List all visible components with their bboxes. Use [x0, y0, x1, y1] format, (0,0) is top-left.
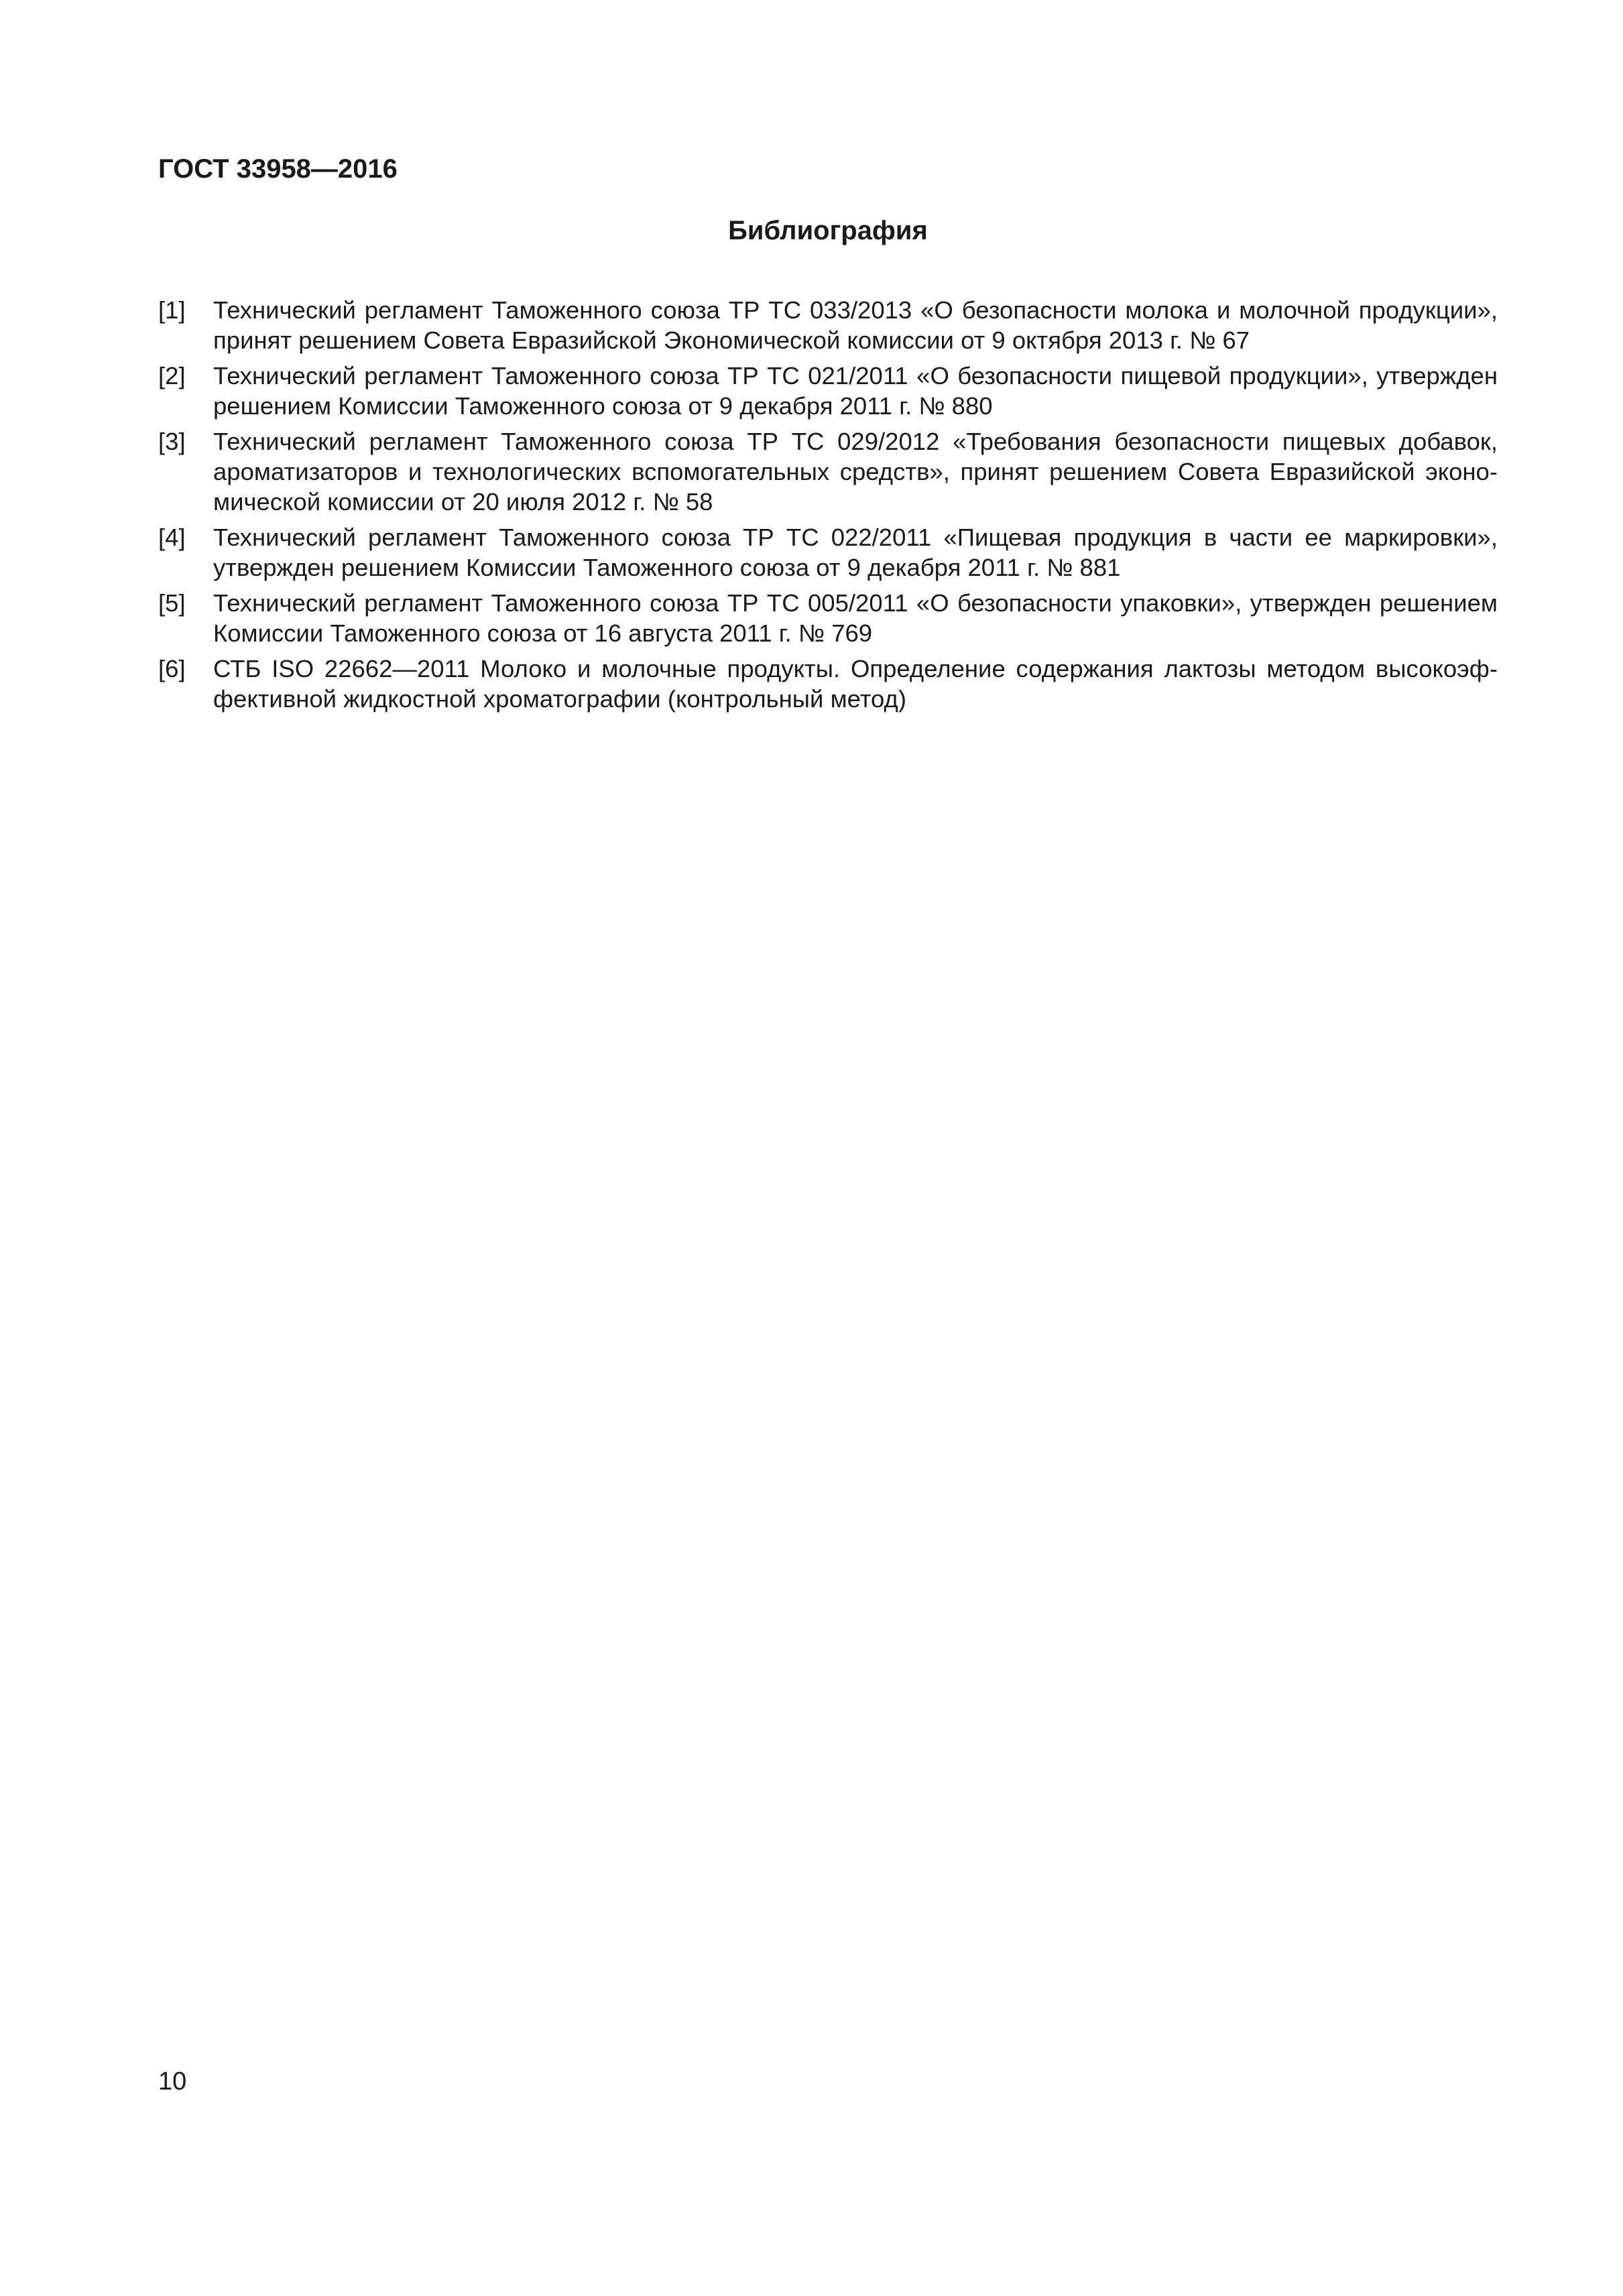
reference-number: [5]: [158, 589, 186, 617]
reference-text: СТБ ISO 22662—2011 Молоко и молочные продукты. Определение содержания лактозы методом высокоэффективной жидкостной хроматографии (контрольный метод): [213, 655, 1498, 713]
bibliography-item: [158, 426, 1498, 517]
reference-text: Технический регламент Таможенного союза ТР ТС 005/2011 «О безопасности упаковки», утвержден решением Комиссии Таможенного союза от 16 августа 2011 г. № 769: [213, 589, 1498, 647]
reference-text: Технический регламент Таможенного союза ТР ТС 029/2012 «Требования безопасности пищевых добавок, ароматизаторов и технологических вспомогательных средств», принят решением Совета Евразийской экономической комиссии от 20 июля 2012 г. № 58: [213, 428, 1498, 516]
reference-number: [2]: [158, 362, 186, 389]
reference-text: Технический регламент Таможенного союза ТР ТС 021/2011 «О безопасности пищевой продукции», утвержден решением Комиссии Таможенного союза от 9 декабря 2011 г. № 880: [213, 362, 1498, 420]
bibliography-item: [158, 361, 1498, 421]
bibliography-item: [158, 588, 1498, 648]
bibliography-item: [158, 295, 1498, 355]
bibliography-item: [158, 654, 1498, 714]
page-number: 10: [158, 2067, 187, 2096]
bibliography-list: [158, 295, 1498, 719]
reference-number: [1]: [158, 296, 186, 324]
section-title: Библиография: [728, 216, 928, 245]
reference-number: [3]: [158, 428, 186, 455]
bibliography-item: [158, 522, 1498, 583]
reference-text: Технический регламент Таможенного союза ТР ТС 022/2011 «Пищевая продукция в части ее маркировки», утвержден решением Комиссии Таможенного союза от 9 декабря 2011 г. № 881: [213, 524, 1498, 581]
document-code: ГОСТ 33958—2016: [158, 154, 398, 184]
reference-text: Технический регламент Таможенного союза ТР ТС 033/2013 «О безопасности молока и молочной продукции», принят решением Совета Евразийской Экономической комиссии от 9 октября 2013 г. № 67: [213, 296, 1498, 354]
reference-number: [4]: [158, 524, 186, 551]
reference-number: [6]: [158, 655, 186, 682]
